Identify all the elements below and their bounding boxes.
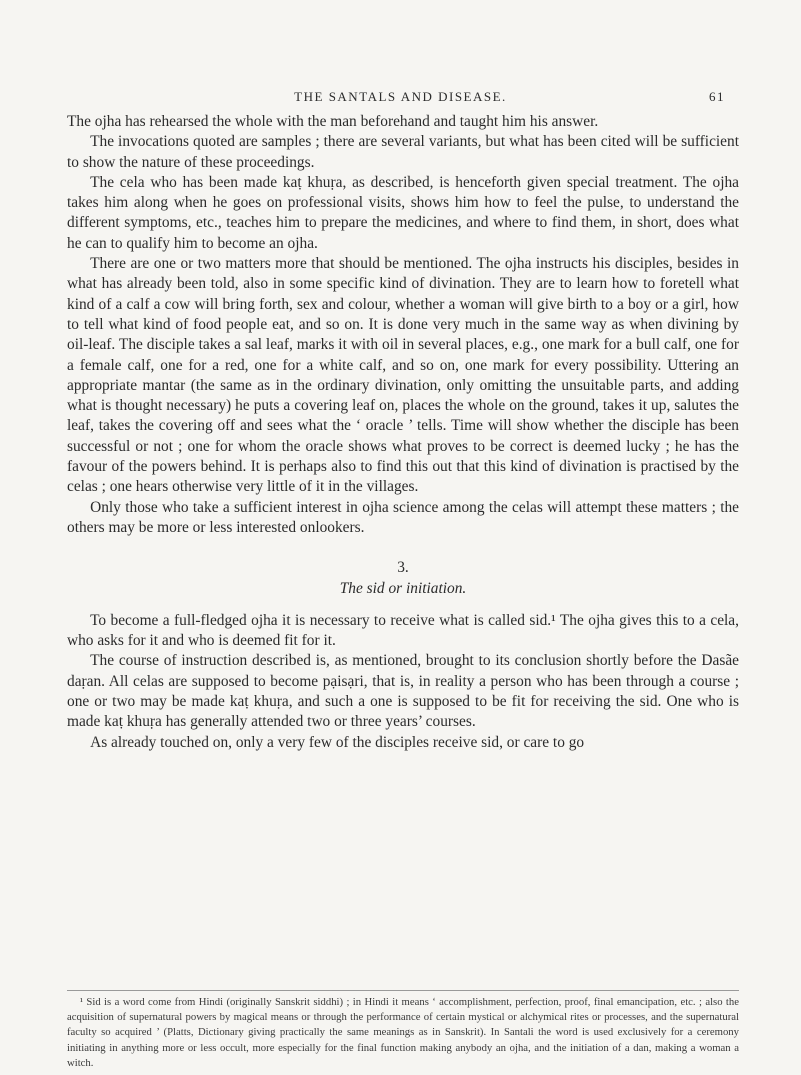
paragraph: The ojha has rehearsed the whole with the man beforehand and taught him his answer. bbox=[67, 113, 599, 130]
paragraph: To become a full-fledged ojha it is necessary to receive what is called sid.¹ The ojha gives this to a cela, who asks for it and who is deemed fit for it. bbox=[67, 611, 739, 650]
paragraph: Only those who take a sufficient interest in ojha science among the celas will attempt these matters ; the others may be more or less interested onlookers. bbox=[67, 498, 739, 536]
section-title: The sid or initiation. bbox=[339, 579, 467, 597]
paragraph: The invocations quoted are samples ; there are several variants, but what has been cited will be sufficient to show the nature of these proceedings. bbox=[67, 133, 739, 171]
footnote-rule bbox=[67, 990, 739, 991]
body-text bbox=[67, 112, 739, 753]
footnote: ¹ Sid is a word come from Hindi (originally Sanskrit siddhi) ; in Hindi it means ‘ accomplishment, perfection, proof, final emancipation, etc. ; also the acquisition of supernatural powers by magical means or through the performance of certain mystical or alchymical rites or processes, and the supernatural faculty so acquired ’ (Platts, Dictionary giving practically the same meanings as in Sanskrit). In Santali the word is used exclusively for a ceremony initiating in anything more or less occult, more especially for the final function making anybody an ojha, and the initiation of a dan, making a woman a witch. bbox=[67, 996, 739, 1069]
paragraph: The course of instruction described is, as mentioned, brought to its conclusion shortly before the Dasãe daṛan. All celas are supposed to become pạisạri, that is, in reality a person who has been through a course ; one or two may be made kaṭ khuṛa, and such a one is supposed to be fit for receiving the sid. One who is made kaṭ khuṛa has generally attended two or three years’ courses. bbox=[67, 652, 739, 731]
page-number: 61 bbox=[709, 89, 725, 104]
paragraph: As already touched on, only a very few of the disciples receive sid, or care to go bbox=[90, 733, 585, 751]
paragraph: There are one or two matters more that should be mentioned. The ojha instructs his disciples, besides in what has already been told, also in some specific kind of divination. They are to learn how to foretell what kind of a calf a cow will bring forth, sex and colour, whether a woman will give birth to a boy or a girl, how to tell what kind of food people eat, and so on. It is done very much in the same way as when divining by oil-leaf. The disciple takes a sal leaf, marks it with oil in several places, e.g., one mark for a bull calf, one for a female calf, one for a red, one for a white calf, and so on, one mark for every possibility. Uttering an appropriate mantar (the same as in the ordinary divination, only omitting the unsuitable parts, and adding what is thought necessary) he puts a covering leaf on, places the whole on the ground, takes it up, salutes the leaf, takes the covering off and sees what the ‘ oracle ’ tells. Time will show whether the disciple has been successful or not ; one for whom the oracle shows what proves to be correct is deemed lucky ; he has the favour of the powers behind. It is perhaps also to find this out that this kind of divination is practised by the celas ; one hears otherwise very little of it in the villages. bbox=[67, 255, 739, 496]
section-number: 3. bbox=[397, 559, 409, 577]
running-title: THE SANTALS AND DISEASE. bbox=[294, 89, 507, 104]
paragraph: The cela who has been made kaṭ khuṛa, as described, is henceforth given special treatment. The ojha takes him along when he goes on professional visits, shows him how to feel the pulse, to understand the different symptoms, etc., teaches him to prepare the medicines, and where to find them, in short, does what he can to qualify him to become an ojha. bbox=[67, 173, 739, 252]
